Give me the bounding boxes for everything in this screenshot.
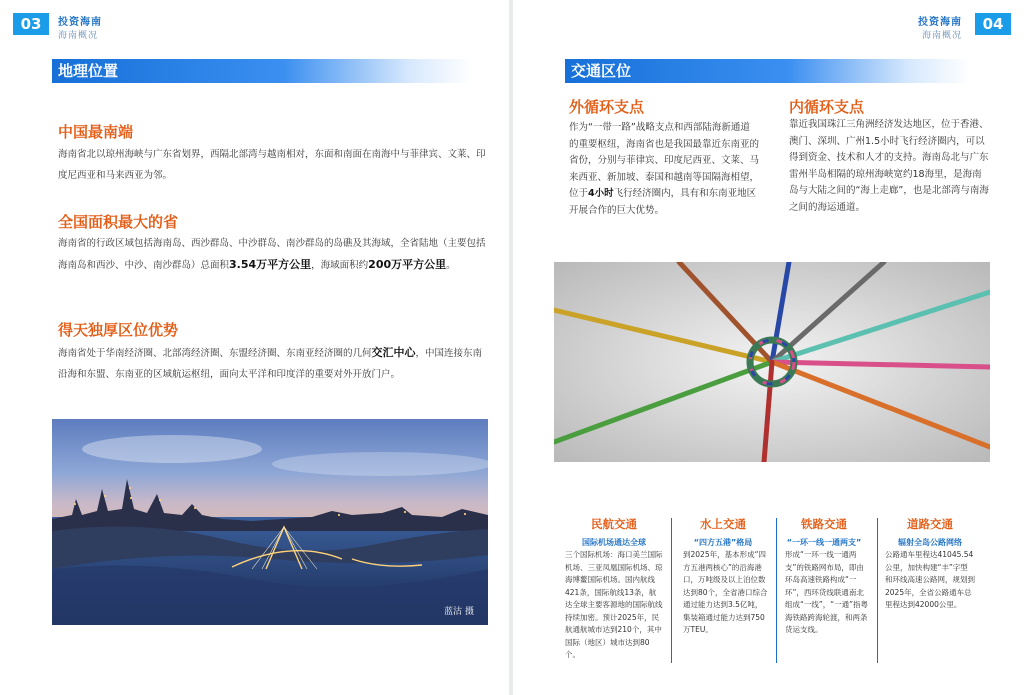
page-header-title: 投资海南 [58, 17, 102, 28]
area-text-b: ，海域面积约 [311, 260, 369, 271]
column-text-aviation: 三个国际机场：海口美兰国际机场、三亚凤凰国际机场、琼海博鳌国际机场。国内航线421条，国际航线13条，航达全球主要客源地的国际航线持续加密。预计2025年，民航通航城市达到210个，其中国际（地区）城市达到80个。 [565, 550, 663, 659]
heading-largest-area: 全国面积最大的省 [58, 213, 179, 231]
right-page [513, 0, 1024, 695]
page-header-subtitle: 海南概况 [58, 31, 99, 41]
outer-text-a: 作为“一带一路”战略支点和西部陆海新通道的重要枢纽，海南省也是我国最靠近东南亚的省份，分别与菲律宾、印度尼西亚、文莱、马来西亚、新加坡、泰国和越南等国隔海相望，位于 [569, 122, 760, 199]
paragraph-largest-area [58, 233, 488, 276]
heading-southernmost: 中国最南端 [58, 123, 134, 141]
city-bridge-photo [52, 419, 488, 625]
paragraph-outer-loop [569, 120, 759, 219]
section-title: 地理位置 [52, 59, 472, 83]
photo-credit: 蓝沽 摄 [444, 607, 474, 617]
column-title-water: 水上交通 [700, 517, 746, 531]
column-title-road: 道路交通 [907, 517, 953, 531]
location-text-b: ，中国连接东南沿海和东盟、东南亚的区域航运枢纽，面向太平洋和印度洋的重要对外开放门户。 [58, 348, 483, 380]
column-title-aviation: 民航交通 [591, 517, 637, 531]
column-divider [776, 518, 777, 663]
paragraph-inner-loop: 靠近我国珠江三角洲经济发达地区，位于香港、澳门、深圳、广州1.5小时飞行经济圈内，可以得到资金、技术和人才的支持。海南岛北与广东雷州半岛相隔的琼州海峡宽约18海里，是海南岛与大陆之间的“海上走廊”，也是北部湾与南海之间的海运通道。 [789, 119, 989, 213]
heading-inner-loop: 内循环支点 [789, 98, 865, 116]
area-text-c: 。 [446, 260, 456, 271]
outer-highlight: 4小时 [588, 188, 614, 199]
page-header [918, 13, 962, 41]
column-text-railway: 形成“一环一线一通两支”的铁路网布局，即由环岛高速铁路构成“一环”，西环货线联通南北组成“一线”，“一通”指粤海铁路跨海轮渡，和两条货运支线。 [785, 550, 869, 634]
section-title: 交通区位 [565, 59, 970, 83]
column-subtitle-railway: “一环一线一通两支” [786, 538, 862, 547]
location-highlight: 交汇中心 [371, 346, 416, 359]
column-title-railway: 铁路交通 [801, 517, 847, 531]
column-divider [877, 518, 878, 663]
page-header-title: 投资海南 [918, 17, 962, 28]
page-header [58, 13, 102, 41]
column-divider [671, 518, 672, 663]
column-subtitle-road: 辐射全岛公路网络 [898, 538, 962, 547]
heading-outer-loop: 外循环支点 [569, 98, 645, 116]
column-subtitle-water: “四方五港”格局 [693, 538, 753, 547]
outer-text-b: 飞行经济圈内，具有和东南亚地区开展合作的巨大优势。 [569, 188, 757, 216]
heading-location-advantage: 得天独厚区位优势 [58, 321, 179, 339]
left-page [0, 0, 509, 695]
page-number: 03 [13, 13, 49, 35]
connected-ropes-photo [554, 262, 990, 462]
area-land-value: 3.54万平方公里 [229, 258, 312, 271]
page-header-subtitle: 海南概况 [921, 31, 962, 41]
area-sea-value: 200万平方公里 [368, 258, 447, 271]
paragraph-location-advantage [58, 342, 488, 385]
location-text-a: 海南省处于华南经济圈、北部湾经济圈、东盟经济圈、东南亚经济圈的几何 [58, 348, 372, 359]
page-number: 04 [975, 13, 1011, 35]
area-text-a: 海南省的行政区域包括海南岛、西沙群岛、中沙群岛、南沙群岛的岛礁及其海域，全省陆地（主要包括海南岛和西沙、中沙、南沙群岛）总面积 [58, 238, 486, 271]
paragraph-southernmost: 海南省北以琼州海峡与广东省划界，西隔北部湾与越南相对，东面和南面在南海中与菲律宾、文莱、印度尼西亚和马来西亚为邻。 [58, 149, 486, 181]
column-text-water: 到2025年，基本形成“四方五港两核心”的沿海港口，万吨级及以上泊位数达到80个，全省港口综合通过能力达到3.5亿吨，集装箱通过能力达到750万TEU。 [683, 550, 768, 634]
column-text-road: 公路通车里程达41045.54公里，加快构建“丰”字型和环线高速公路网，规划到2025年，全省公路通车总里程达到42000公里。 [885, 550, 975, 609]
column-subtitle-aviation: 国际机场通达全球 [582, 538, 646, 547]
